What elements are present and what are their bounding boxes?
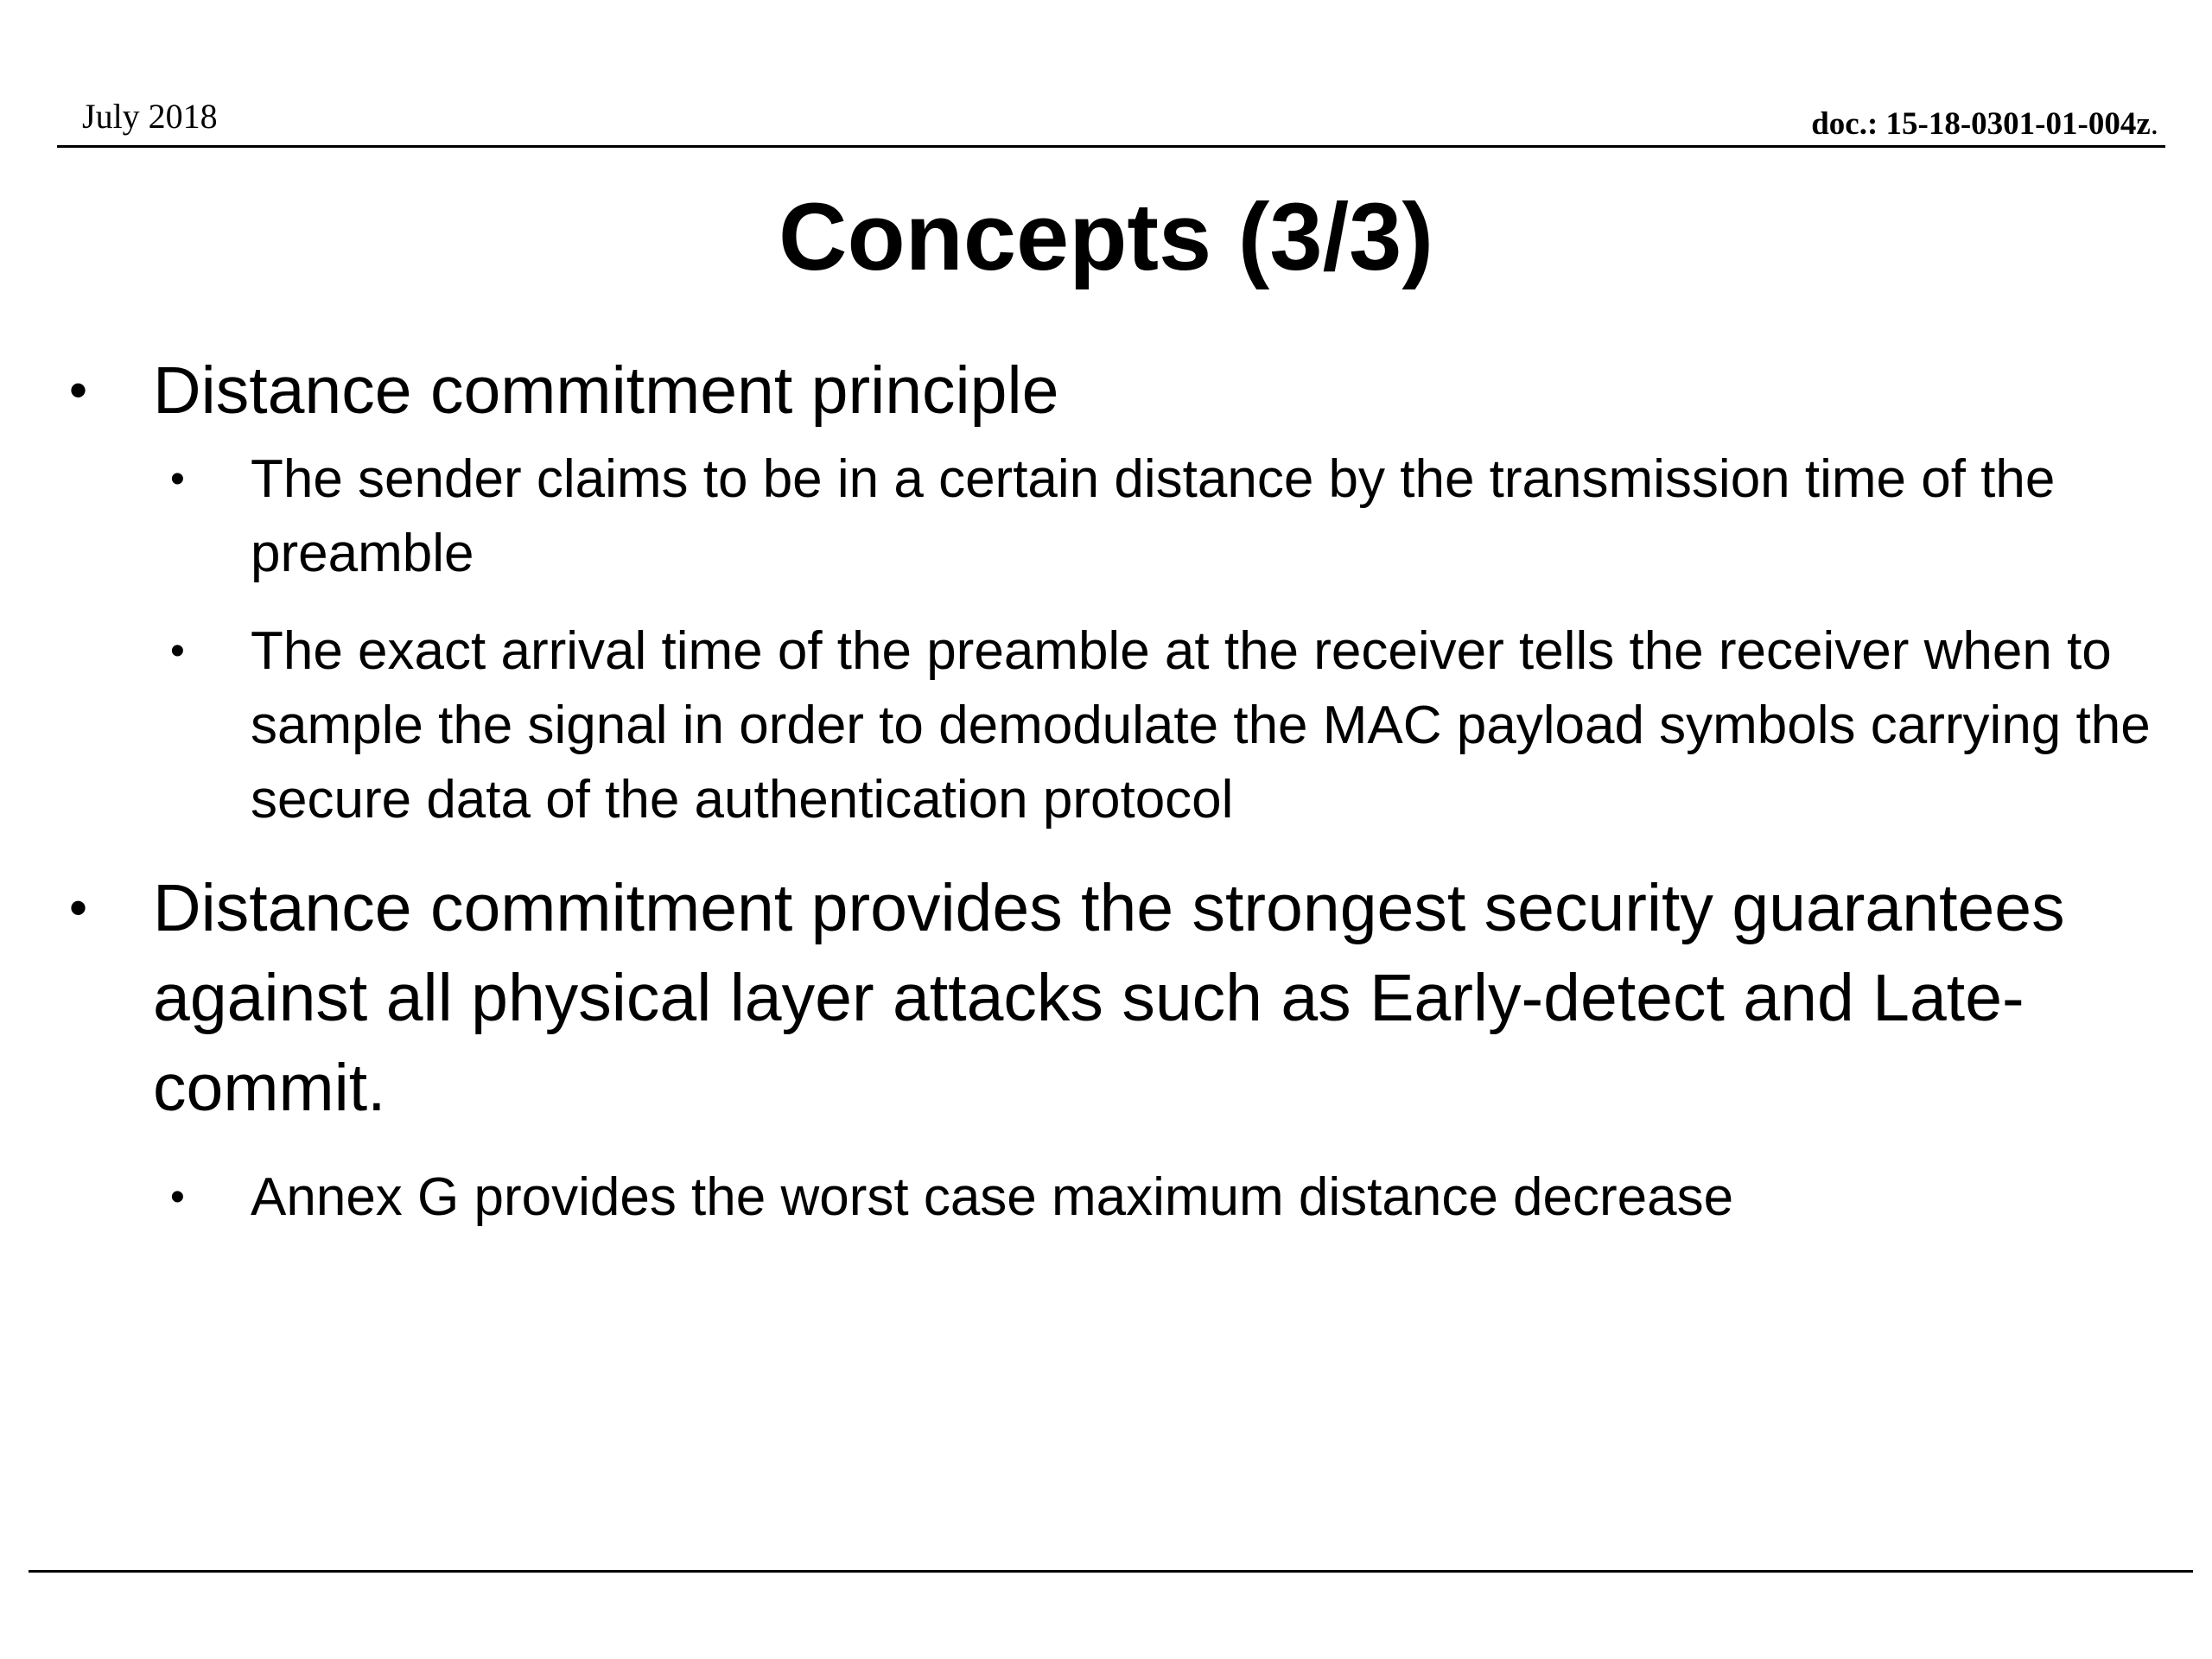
slide-title: Concepts (3/3) xyxy=(779,184,1433,290)
sub-bullet-arrival-time xyxy=(153,614,2152,837)
header-date: July 2018 xyxy=(82,97,218,136)
bullet-text: Distance commitment provides the strongest security guarantees against all physical layer attacks such as Early-detect and Late-commit. xyxy=(153,871,2065,1125)
bullet-text: Distance commitment principle xyxy=(153,353,1059,428)
sub-bullet-sender-claims xyxy=(153,442,2152,591)
sub-bullet-text: Annex G provides the worst case maximum distance decrease xyxy=(251,1167,1734,1227)
sub-bullet-dot: • xyxy=(170,628,185,674)
footer-divider xyxy=(29,1570,2193,1573)
bullet-security-guarantees xyxy=(60,863,2152,1133)
doc-id-text: doc.: 15-18-0301-01-004z xyxy=(1811,106,2151,142)
doc-id-period: . xyxy=(2150,106,2158,142)
header-doc-id xyxy=(1811,105,2158,143)
sub-bullet-text: The exact arrival time of the preamble at the receiver tells the receiver when to sample the signal in order to demodulate the MAC payload symbols carrying the secure data of the authentication protocol xyxy=(251,621,2151,830)
sub-bullet-annex-g xyxy=(153,1160,2152,1235)
header-divider xyxy=(57,145,2165,148)
sub-bullet-text: The sender claims to be in a certain distance by the transmission time of the preamble xyxy=(251,449,2056,583)
bullet-dot: • xyxy=(69,361,88,419)
bullet-dot: • xyxy=(69,879,88,937)
sub-bullet-dot: • xyxy=(170,1174,185,1220)
sub-bullet-dot: • xyxy=(170,456,185,502)
slide-body xyxy=(60,346,2152,1235)
bullet-distance-commitment-principle xyxy=(60,346,2152,435)
